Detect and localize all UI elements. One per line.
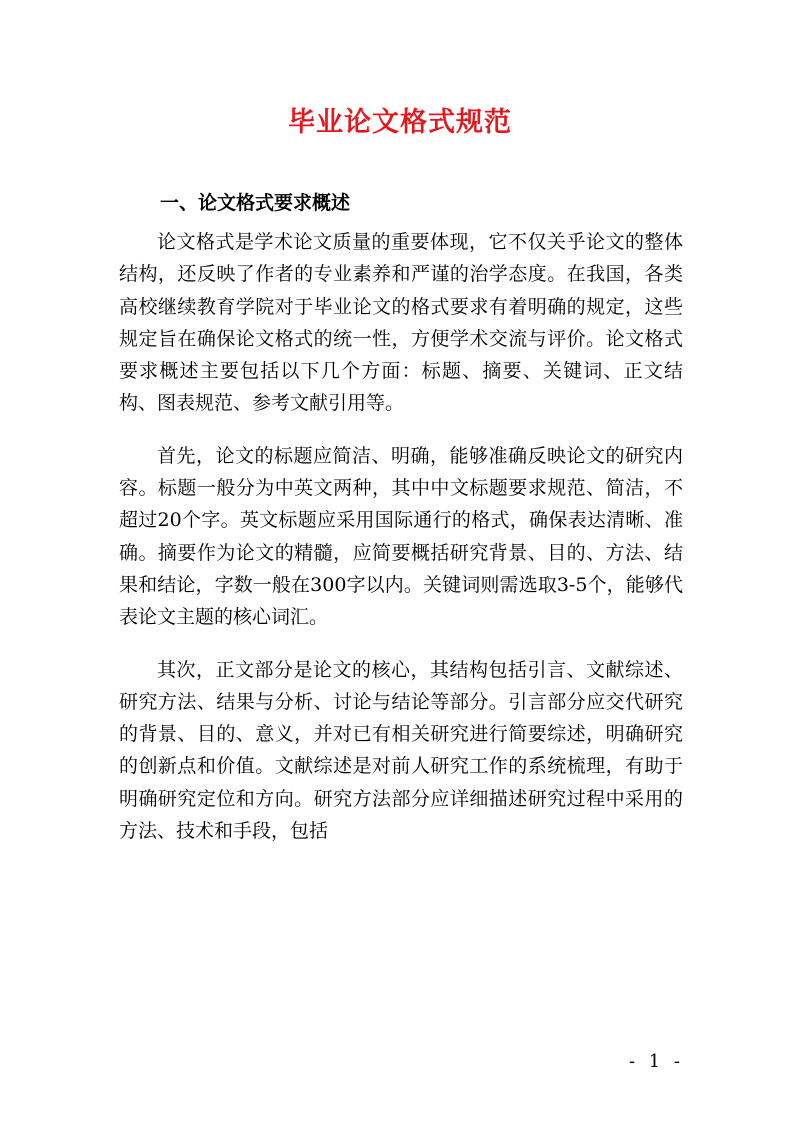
paragraph-main-text: 其次，正文部分是论文的核心，其结构包括引言、文献综述、研究方法、结果与分析、讨论与结论等部分。引言部分应交代研究的背景、目的、意义，并对已有相关研究进行简要综述，明确研究的创新点和价值。文献综述是对前人研究工作的系统梳理，有助于明确研究定位和方向。研究方法部分应详细描述研究过程中采用的方法、技术和手段，包括 xyxy=(119,658,683,843)
paragraph-overview: 论文格式是学术论文质量的重要体现，它不仅关乎论文的整体结构，还反映了作者的专业素养和严谨的治学态度。在我国，各类高校继续教育学院对于毕业论文的格式要求有着明确的规定，这些规定旨在确保论文格式的统一性，方便学术交流与评价。论文格式要求概述主要包括以下几个方面：标题、摘要、关键词、正文结构、图表规范、参考文献引用等。 xyxy=(119,231,683,415)
section-heading: 一、论文格式要求概述 xyxy=(160,192,351,214)
document-body xyxy=(119,226,683,867)
document-title: 毕业论文格式规范 xyxy=(288,107,512,138)
paragraph-title-abstract: 首先，论文的标题应简洁、明确，能够准确反映论文的研究内容。标题一般分为中英文两种，其中中文标题要求规范、简洁，不超过20个字。英文标题应采用国际通行的格式，确保表达清晰、准确。摘要作为论文的精髓，应简要概括研究背景、目的、方法、结果和结论，字数一般在300字以内。关键词则需选取3-5个，能够代表论文主题的核心词汇。 xyxy=(119,444,683,629)
page-number: - 1 - xyxy=(628,1051,684,1072)
